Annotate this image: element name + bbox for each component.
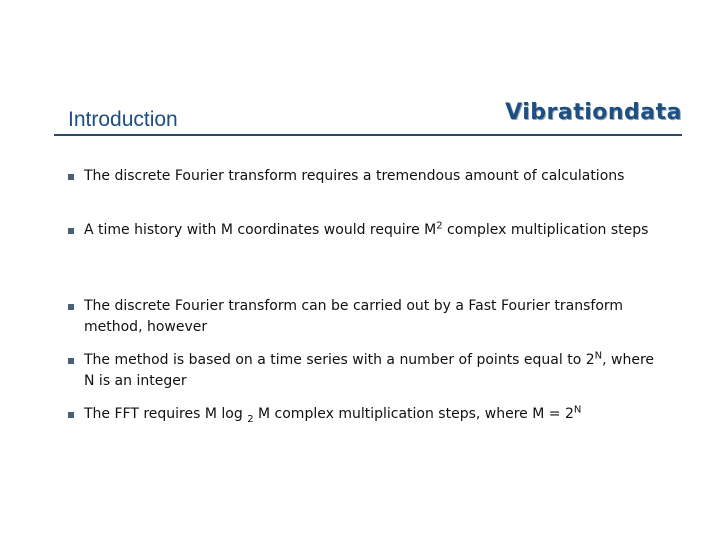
bullet-text: The discrete Fourier transform requires a tremendous amount of calculations bbox=[84, 168, 625, 184]
superscript: N bbox=[594, 350, 603, 362]
bullet-text bbox=[84, 404, 668, 425]
bullet-text-part: M complex multiplication steps, where M = 2 bbox=[253, 406, 574, 422]
superscript: 2 bbox=[436, 220, 443, 232]
square-bullet-icon bbox=[68, 358, 74, 364]
bullet-text-part: complex multiplication steps bbox=[442, 222, 649, 238]
bullet-text-part: , where N is an integer bbox=[84, 352, 655, 389]
bullet-text-part: A time history with M coordinates would require M bbox=[84, 222, 437, 238]
bullet-text: The discrete Fourier transform can be carried out by a Fast Fourier transform method, however bbox=[84, 298, 624, 335]
square-bullet-icon bbox=[68, 304, 74, 310]
bullet-text bbox=[84, 350, 668, 392]
bullet-text bbox=[84, 220, 668, 241]
superscript: N bbox=[573, 404, 582, 416]
bullet-item bbox=[68, 404, 668, 425]
slide-title: Introduction bbox=[68, 108, 178, 131]
bullet-text-part: The method is based on a time series with a number of points equal to 2 bbox=[84, 352, 595, 368]
bullet-item bbox=[68, 220, 668, 241]
bullet-item bbox=[68, 296, 668, 338]
bullet-item bbox=[68, 166, 668, 187]
subscript: 2 bbox=[247, 413, 254, 425]
bullet-item bbox=[68, 350, 668, 392]
square-bullet-icon bbox=[68, 228, 74, 234]
square-bullet-icon bbox=[68, 412, 74, 418]
header-divider bbox=[54, 134, 682, 136]
square-bullet-icon bbox=[68, 174, 74, 180]
brand-logo-text: Vibrationdata bbox=[505, 100, 682, 125]
bullet-text-part: The FFT requires M log bbox=[84, 406, 248, 422]
